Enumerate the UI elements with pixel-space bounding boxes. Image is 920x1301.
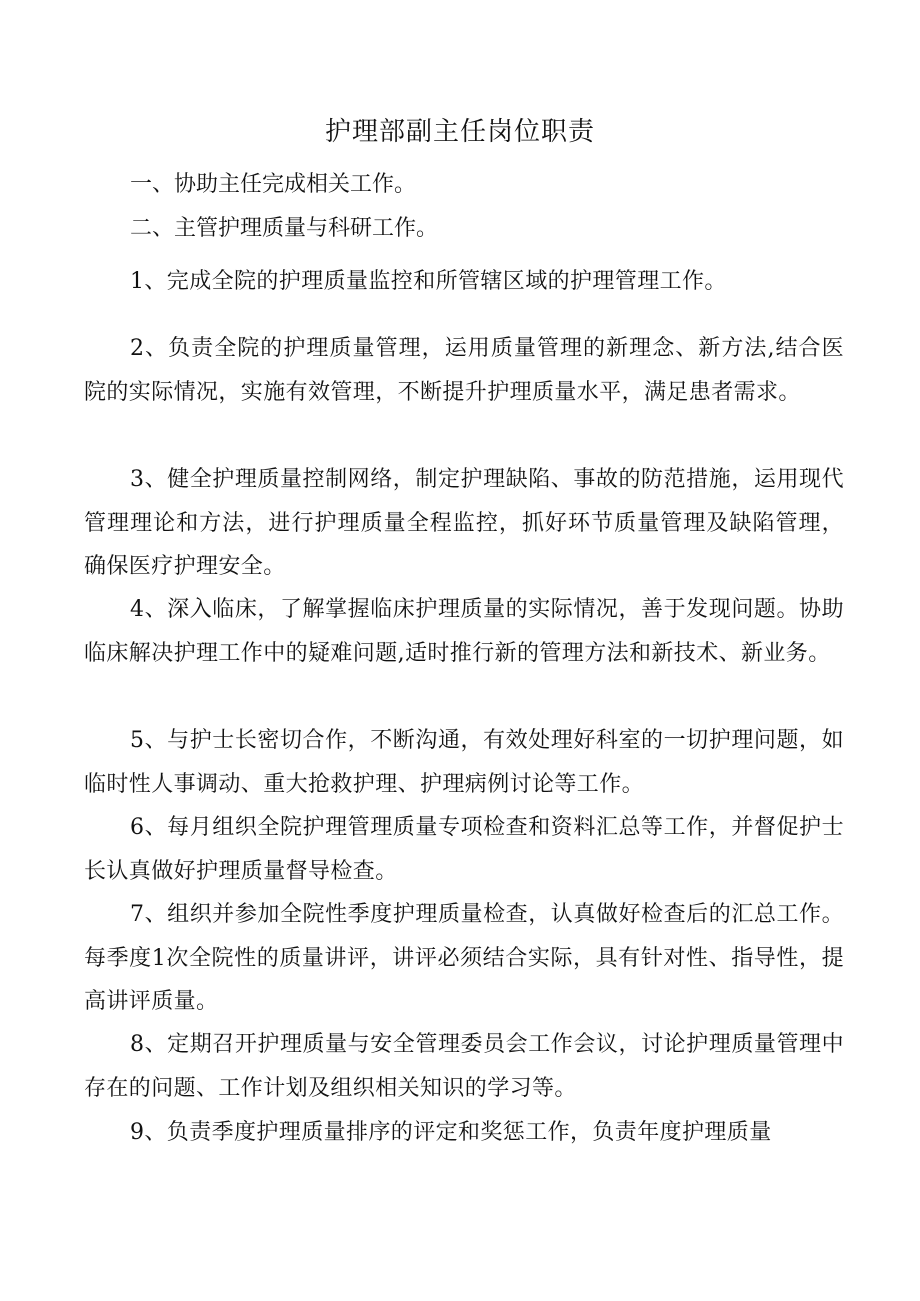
duty-item-6: 6、每月组织全院护理管理质量专项检查和资料汇总等工作，并督促护士长认真做好护理质量督导检查。 (84, 815, 844, 884)
section-heading-1: 一、协助主任完成相关工作。 (130, 172, 417, 197)
duty-item-8: 8、定期召开护理质量与安全管理委员会工作会议，讨论护理质量管理中存在的问题、工作计划及组织相关知识的学习等。 (84, 1032, 844, 1101)
duty-item-5: 5、与护士长密切合作，不断沟通，有效处理好科室的一切护理问题，如临时性人事调动、重大抢救护理、护理病例讨论等工作。 (84, 728, 844, 797)
duty-item-7: 7、组织并参加全院性季度护理质量检查，认真做好检查后的汇总工作。每季度1次全院性的质量讲评，讲评必须结合实际，具有针对性、指导性，提高讲评质量。 (84, 902, 844, 1014)
duty-item-1: 1、完成全院的护理质量监控和所管辖区域的护理管理工作。 (130, 269, 727, 294)
section-heading-2: 二、主管护理质量与科研工作。 (130, 216, 439, 241)
duty-item-4: 4、深入临床，了解掌握临床护理质量的实际情况，善于发现问题。协助临床解决护理工作中的疑难问题,适时推行新的管理方法和新技术、新业务。 (84, 597, 844, 666)
document-title: 护理部副主任岗位职责 (324, 117, 595, 147)
duty-item-3: 3、健全护理质量控制网络，制定护理缺陷、事故的防范措施，运用现代管理理论和方法，进行护理质量全程监控，抓好环节质量管理及缺陷管理，确保医疗护理安全。 (84, 467, 844, 579)
duty-item-2: 2、负责全院的护理质量管理，运用质量管理的新理念、新方法,结合医院的实际情况，实施有效管理，不断提升护理质量水平，满足患者需求。 (84, 336, 844, 405)
duty-item-9: 9、负责季度护理质量排序的评定和奖惩工作，负责年度护理质量 (130, 1120, 772, 1145)
